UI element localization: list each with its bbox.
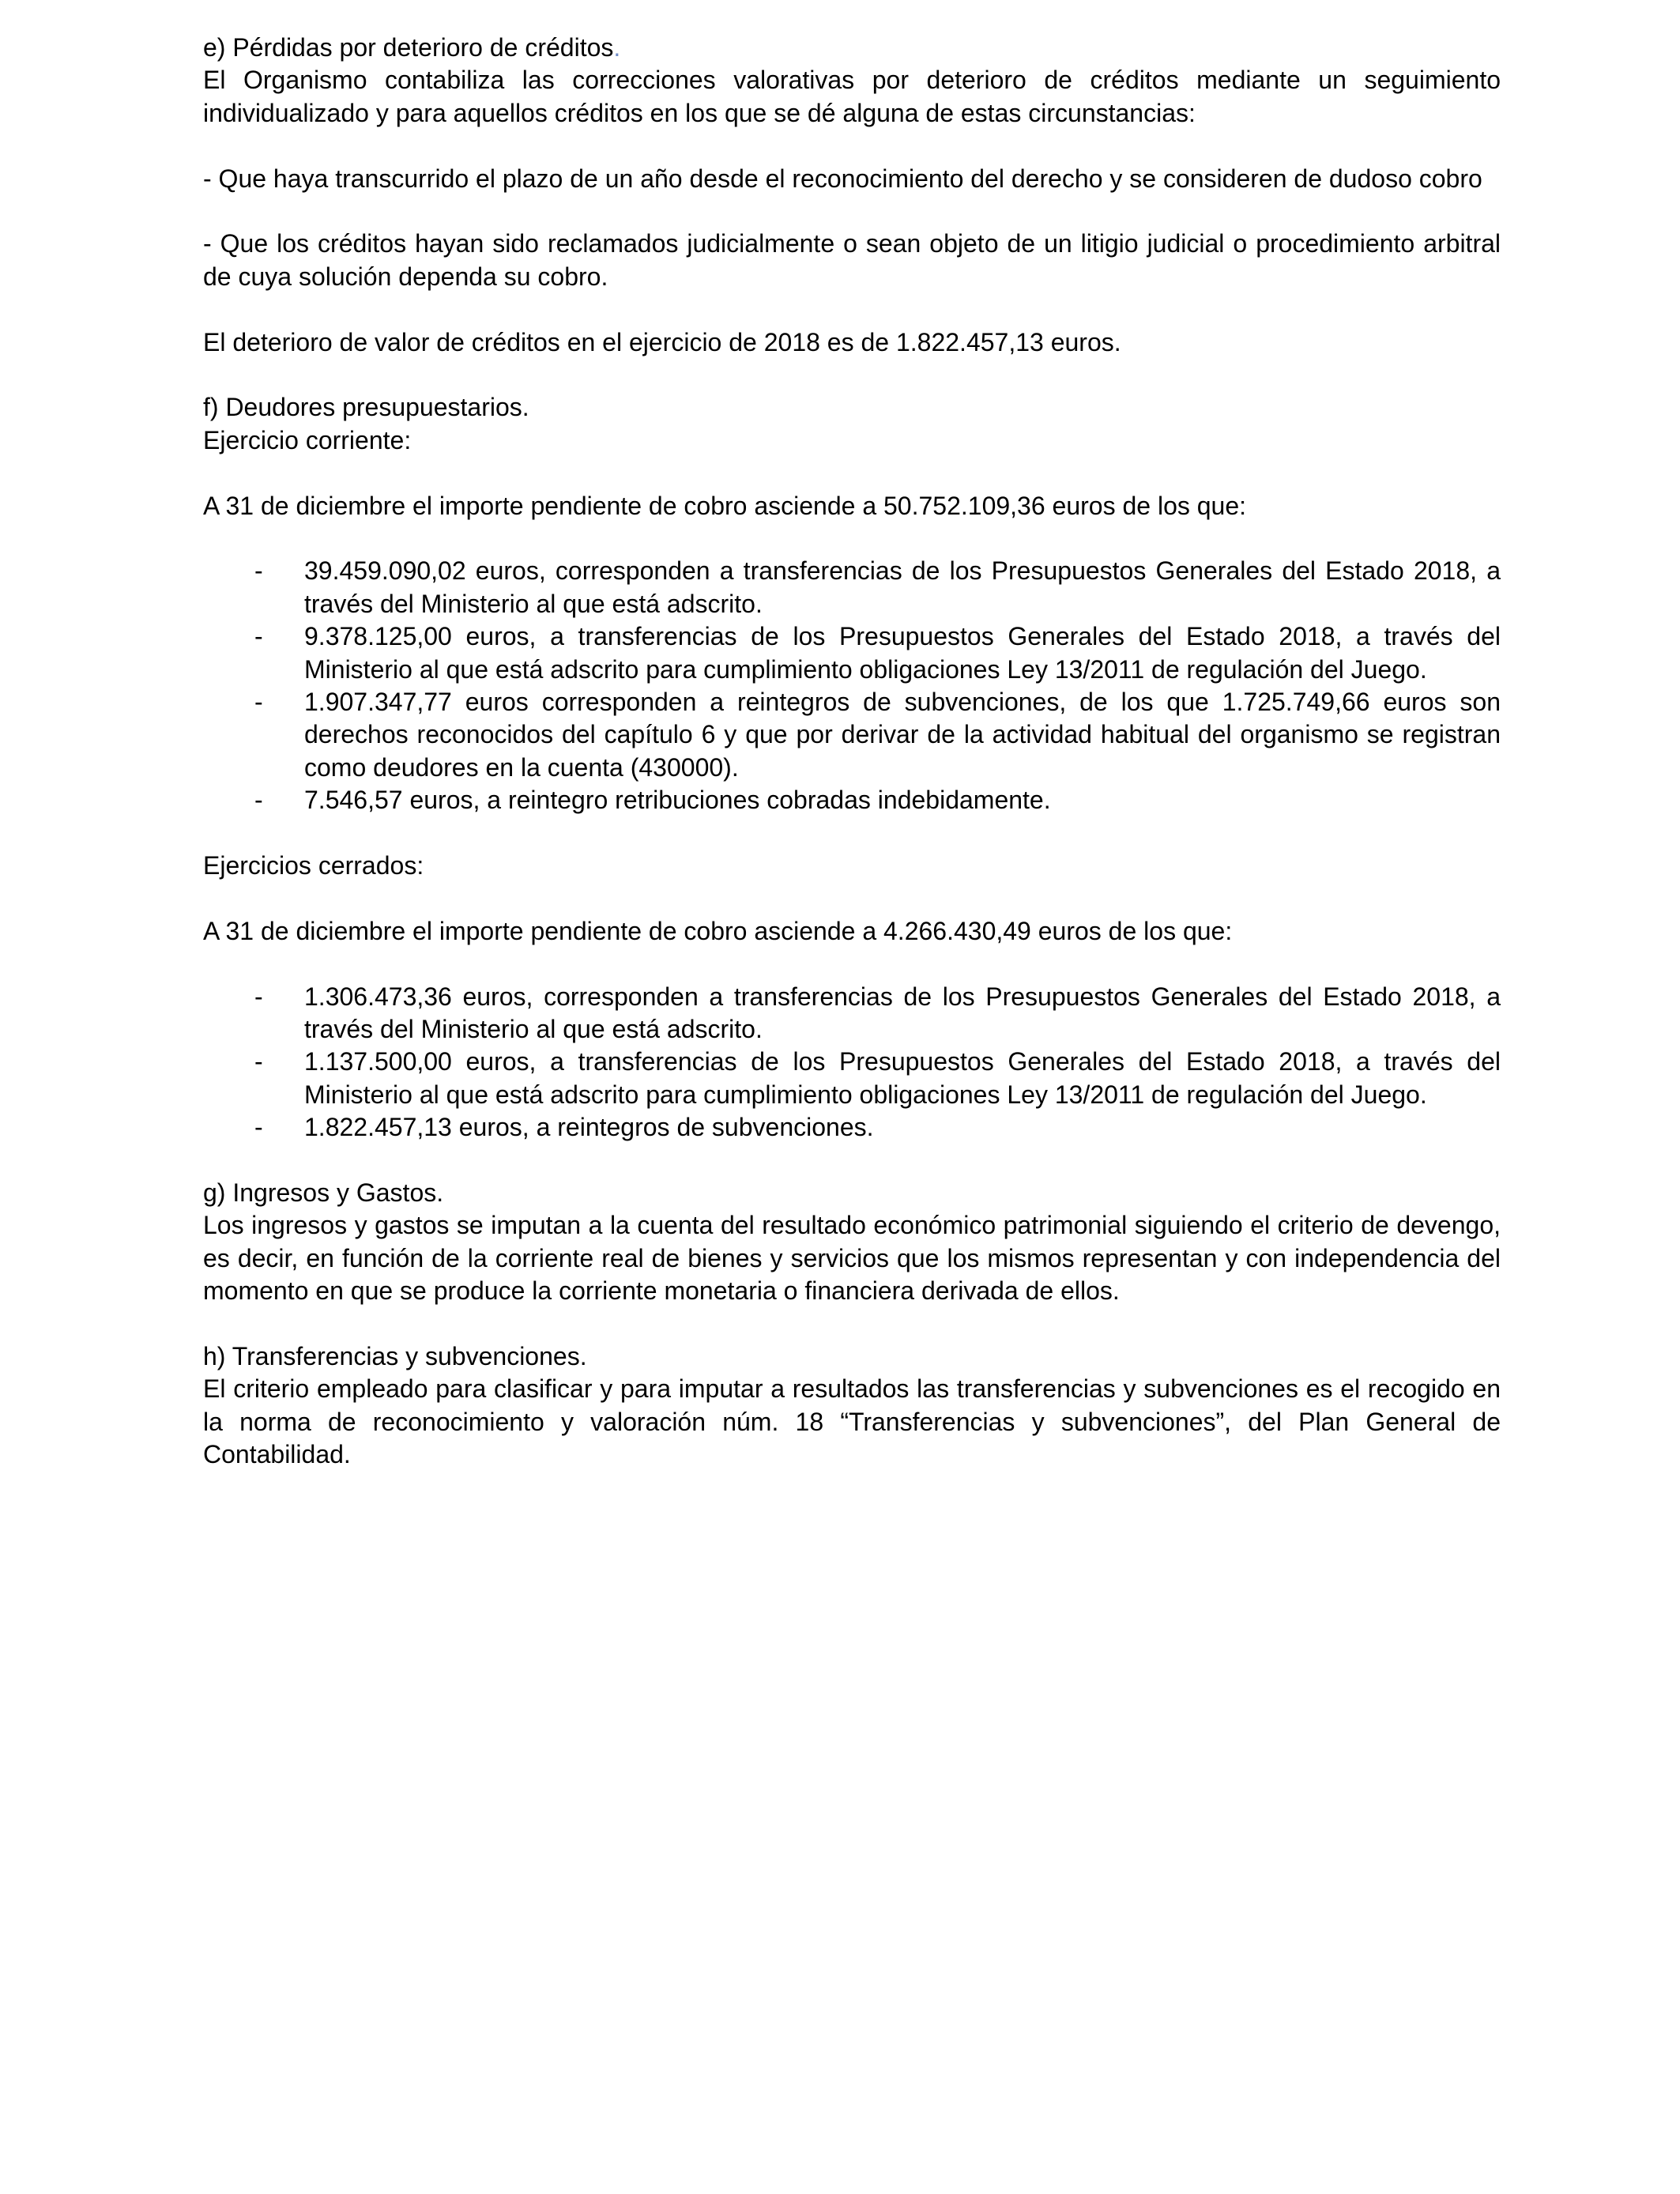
section-e-conclusion: El deterioro de valor de créditos en el ejercicio de 2018 es de 1.822.457,13 euros. [203, 327, 1121, 356]
list-item [203, 686, 1501, 784]
section-g-heading: g) Ingresos y Gastos. [203, 1178, 444, 1208]
list-item-text: 39.459.090,02 euros, corresponden a transferencias de los Presupuestos Generales del Estado 2018, a través del Ministerio al que está adscrito. [304, 556, 1501, 618]
spacer [203, 522, 1501, 555]
list-item [203, 784, 1501, 816]
bullet-dash: - [254, 622, 263, 651]
bullet-dash: - [254, 1047, 263, 1076]
section-e-heading-text: e) Pérdidas por deterioro de créditos [203, 33, 614, 62]
bullet-dash: - [254, 982, 263, 1011]
spacer [203, 457, 1501, 489]
current-year-subheading: Ejercicio corriente: [203, 425, 412, 454]
section-g-body: Los ingresos y gastos se imputan a la cuenta del resultado económico patrimonial siguiendo el criterio de devengo, es decir, en función de la corriente real de bienes y servicios que los mismos representan y con independencia del momento en que se produce la corriente monetaria o financiera derivada de ellos. [203, 1211, 1501, 1306]
document-page [203, 32, 1501, 1472]
section-h-heading: h) Transferencias y subvenciones. [203, 1342, 587, 1371]
bullet-dash: - [254, 1113, 263, 1142]
section-e-heading [203, 32, 1501, 64]
spacer [203, 1308, 1501, 1340]
list-item-text: 1.907.347,77 euros corresponden a reintegros de subvenciones, de los que 1.725.749,66 euros son derechos reconocidos del capítulo 6 y que por derivar de la actividad habitual del organismo se registran como deudores en la cuenta (430000). [304, 688, 1501, 782]
section-e-heading-dot: . [613, 33, 621, 62]
list-item [203, 1046, 1501, 1111]
spacer [203, 1144, 1501, 1177]
closed-years-subheading: Ejercicios cerrados: [203, 851, 424, 880]
current-year-list [203, 555, 1501, 816]
list-item [203, 620, 1501, 686]
list-item [203, 555, 1501, 620]
list-item [203, 1111, 1501, 1144]
list-item-text: 7.546,57 euros, a reintegro retribuciones cobradas indebidamente. [304, 786, 1051, 815]
section-f-heading: f) Deudores presupuestarios. [203, 393, 529, 422]
closed-years-list [203, 981, 1501, 1144]
spacer [203, 948, 1501, 980]
list-item-text: 1.137.500,00 euros, a transferencias de los Presupuestos Generales del Estado 2018, a través del Ministerio al que está adscrito para cumplimiento obligaciones Ley 13/2011 de regulación del Juego. [304, 1047, 1501, 1109]
spacer [203, 817, 1501, 850]
list-item [203, 981, 1501, 1046]
list-item-text: 1.822.457,13 euros, a reintegros de subvenciones. [304, 1113, 874, 1142]
spacer [203, 130, 1501, 162]
closed-years-intro: A 31 de diciembre el importe pendiente de cobro asciende a 4.266.430,49 euros de los que: [203, 916, 1233, 945]
bullet-dash: - [254, 786, 263, 815]
section-e-condition-2: - Que los créditos hayan sido reclamados judicialmente o sean objeto de un litigio judicial o procedimiento arbitral de cuya solución dependa su cobro. [203, 229, 1501, 291]
bullet-dash: - [254, 556, 263, 586]
spacer [203, 195, 1501, 228]
section-e-intro: El Organismo contabiliza las correcciones valorativas por deterioro de créditos mediante un seguimiento individualizado y para aquellos créditos en los que se dé alguna de estas circunstancias: [203, 66, 1501, 127]
bullet-dash: - [254, 688, 263, 717]
spacer [203, 882, 1501, 914]
current-year-intro: A 31 de diciembre el importe pendiente de cobro asciende a 50.752.109,36 euros de los que: [203, 491, 1247, 520]
section-h-body: El criterio empleado para clasificar y para imputar a resultados las transferencias y subvenciones es el recogido en la norma de reconocimiento y valoración núm. 18 “Transferencias y subvenciones”, del Plan General de Contabilidad. [203, 1374, 1501, 1469]
list-item-text: 9.378.125,00 euros, a transferencias de los Presupuestos Generales del Estado 2018, a través del Ministerio al que está adscrito para cumplimiento obligaciones Ley 13/2011 de regulación del Juego. [304, 622, 1501, 684]
list-item-text: 1.306.473,36 euros, corresponden a transferencias de los Presupuestos Generales del Estado 2018, a través del Ministerio al que está adscrito. [304, 982, 1501, 1044]
section-e-condition-1: - Que haya transcurrido el plazo de un año desde el reconocimiento del derecho y se consideren de dudoso cobro [203, 164, 1482, 193]
spacer [203, 359, 1501, 391]
spacer [203, 293, 1501, 326]
